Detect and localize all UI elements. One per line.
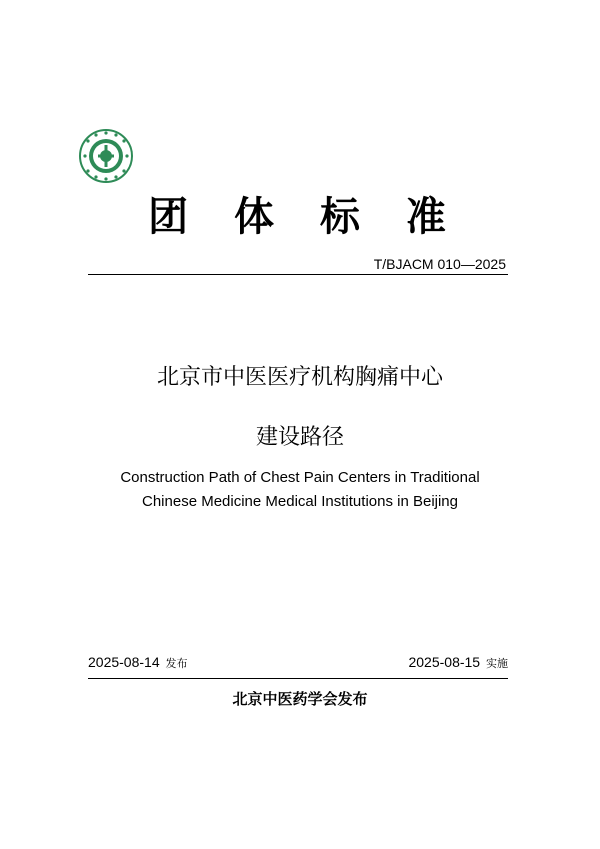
association-logo-icon <box>78 128 134 184</box>
publisher: 北京中医药学会发布 <box>232 690 368 708</box>
issue-date <box>88 654 188 671</box>
top-divider <box>88 274 508 275</box>
issue-date-suffix: 发布 <box>165 657 188 670</box>
title-english-line2: Chinese Medicine Medical Institutions in Beijing <box>142 493 458 510</box>
title-english-line1: Construction Path of Chest Pain Centers in Traditional <box>120 469 480 486</box>
title-chinese-line2: 建设路径 <box>255 425 344 450</box>
standard-type-heading: 团 体 标 准 <box>148 194 462 240</box>
implementation-date <box>408 654 508 671</box>
standard-code: T/BJACM 010—2025 <box>373 256 506 272</box>
issue-date-value: 2025-08-14 <box>88 654 160 670</box>
title-chinese-line1: 北京市中医医疗机构胸痛中心 <box>156 365 443 390</box>
implementation-date-value: 2025-08-15 <box>408 654 481 670</box>
implementation-date-suffix: 实施 <box>486 657 508 670</box>
bottom-divider <box>88 678 508 679</box>
